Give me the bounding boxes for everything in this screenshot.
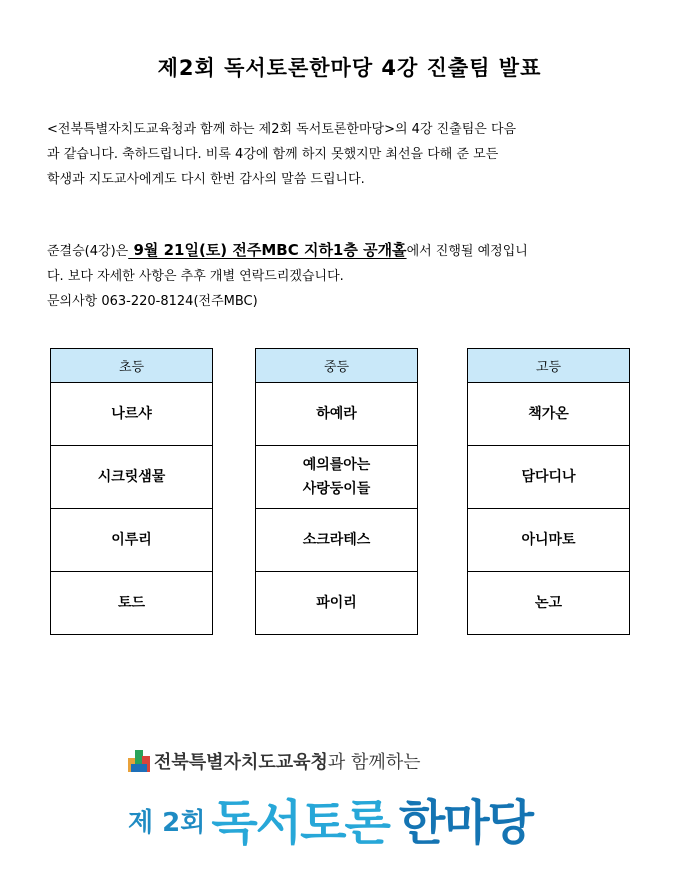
table-header: 고등 [468, 349, 630, 383]
middle-teams-table [255, 348, 418, 635]
contact-info: 문의사항 063-220-8124(전주MBC) [47, 294, 258, 309]
page-title: 제2회 독서토론한마당 4강 진출팀 발표 [157, 56, 542, 80]
intro-paragraph [47, 117, 655, 192]
team-cell: 논고 [468, 572, 630, 635]
table-header: 초등 [51, 349, 213, 383]
logo-with-text: 과 함께하는 [327, 752, 421, 773]
team-cell: 이루리 [51, 509, 213, 572]
elementary-teams-table [50, 348, 213, 635]
team-cell: 토드 [51, 572, 213, 635]
team-cell: 담다디나 [468, 446, 630, 509]
event-logo [128, 748, 568, 851]
logo-org-line [128, 748, 421, 774]
team-cell: 책가온 [468, 383, 630, 446]
intro-line: 과 같습니다. 축하드립니다. 비록 4강에 함께 하지 못했지만 최선을 다해 준 모든 [47, 147, 499, 162]
schedule-paragraph [47, 238, 655, 314]
schedule-venue: 9월 21일(토) 전주MBC 지하1층 공개홀 [128, 241, 407, 259]
logo-name-accent: 한마당 [398, 795, 532, 851]
team-cell: 나르샤 [51, 383, 213, 446]
team-cell: 아니마토 [468, 509, 630, 572]
team-cell: 하예라 [256, 383, 418, 446]
team-cell: 시크릿샘물 [51, 446, 213, 509]
schedule-line [47, 238, 655, 264]
schedule-prefix: 준결승(4강)은 [47, 244, 129, 259]
logo-name-main: 독서토론 [211, 795, 389, 851]
schedule-suffix: 에서 진행될 예정입니 [406, 244, 528, 259]
team-cell: 파이리 [256, 572, 418, 635]
table-header: 중등 [256, 349, 418, 383]
schedule-line: 다. 보다 자세한 사항은 추후 개별 연락드리겠습니다. [47, 269, 344, 284]
intro-line: <전북특별자치도교육청과 함께 하는 제2회 독서토론한마당>의 4강 진출팀은 다음 [47, 122, 517, 137]
education-office-icon [128, 750, 150, 772]
intro-line: 학생과 지도교사에게도 다시 한번 감사의 말씀 드립니다. [47, 172, 365, 187]
logo-edition: 제 2회 [128, 808, 206, 838]
logo-event-name [128, 784, 532, 853]
logo-org-name: 전북특별자치도교육청 [154, 752, 328, 773]
team-cell: 소크라테스 [256, 509, 418, 572]
high-teams-table [467, 348, 630, 635]
team-cell: 예의를아는 사랑둥이들 [256, 446, 418, 509]
